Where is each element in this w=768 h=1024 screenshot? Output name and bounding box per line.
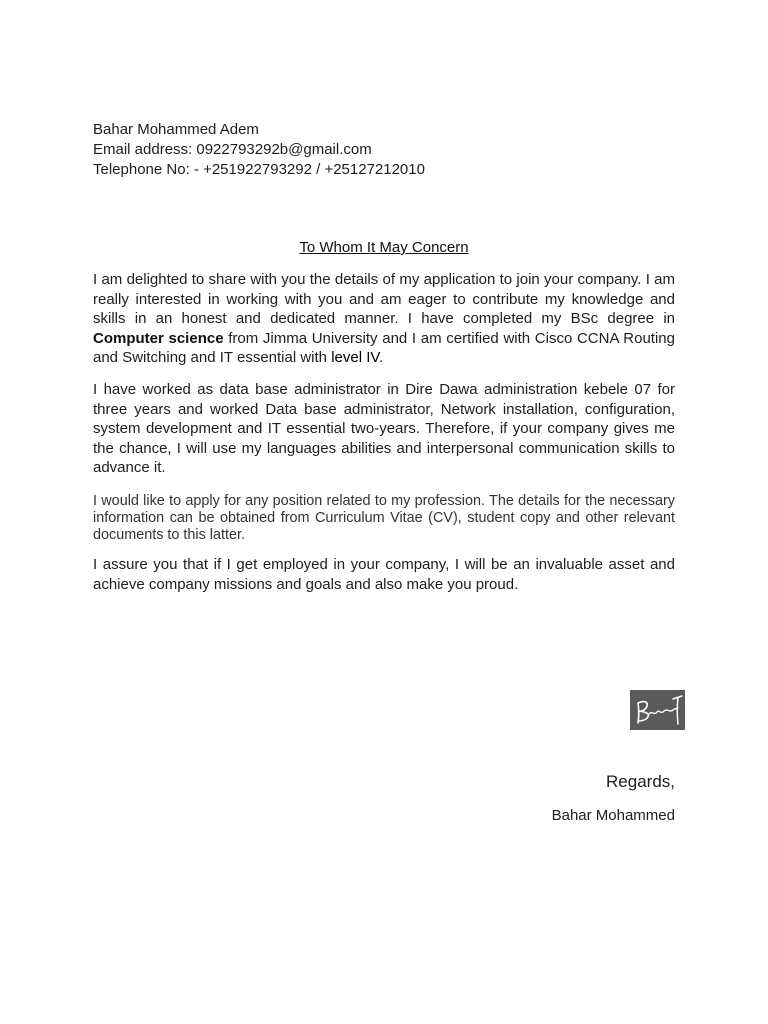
certification-level: level IV xyxy=(331,349,380,367)
paragraph-assurance: I assure you that if I get employed in your company, I will be an invaluable asset and achieve company missions and goals and also make you proud. xyxy=(93,556,675,593)
paragraph-intro xyxy=(93,270,675,368)
contact-block xyxy=(93,120,653,180)
intro-text-3: . xyxy=(379,349,384,367)
intro-text-1: I am delighted to share with you the details of my application to join your company. I am really interested in working with you and am eager to contribute my knowledge and skills in an honest and dedicated manner. I have completed my BSc degree in xyxy=(93,271,675,328)
signature-image xyxy=(630,690,685,730)
letter-subject: To Whom It May Concern xyxy=(299,239,469,256)
paragraph-experience: I have worked as data base administrator in Dire Dawa administration kebele 07 for three years and worked Data base administrator, Network installation, configuration, system development and IT essential two-years. Therefore, if your company gives me the chance, I will use my languages abilities and interpersonal communication skills to advance it. xyxy=(93,381,675,477)
closing-regards: Regards, xyxy=(606,772,675,791)
sender-full-name: Bahar Mohammed Adem xyxy=(93,121,259,138)
signature-scribble-icon xyxy=(630,690,685,730)
degree-field: Computer science xyxy=(93,329,224,347)
phone-line: Telephone No: - +251922793292 / +25127212010 xyxy=(93,161,425,178)
paragraph-application: I would like to apply for any position related to my profession. The details for the necessary information can be obtained from Curriculum Vitae (CV), student copy and other relevant documents to this latter. xyxy=(93,493,675,544)
email-line: Email address: 0922793292b@gmail.com xyxy=(93,141,372,158)
intro-text-2: from Jimma University and I am certified with Cisco CCNA Routing and Switching and IT essential with xyxy=(93,329,675,367)
sender-signoff-name: Bahar Mohammed xyxy=(551,807,675,824)
